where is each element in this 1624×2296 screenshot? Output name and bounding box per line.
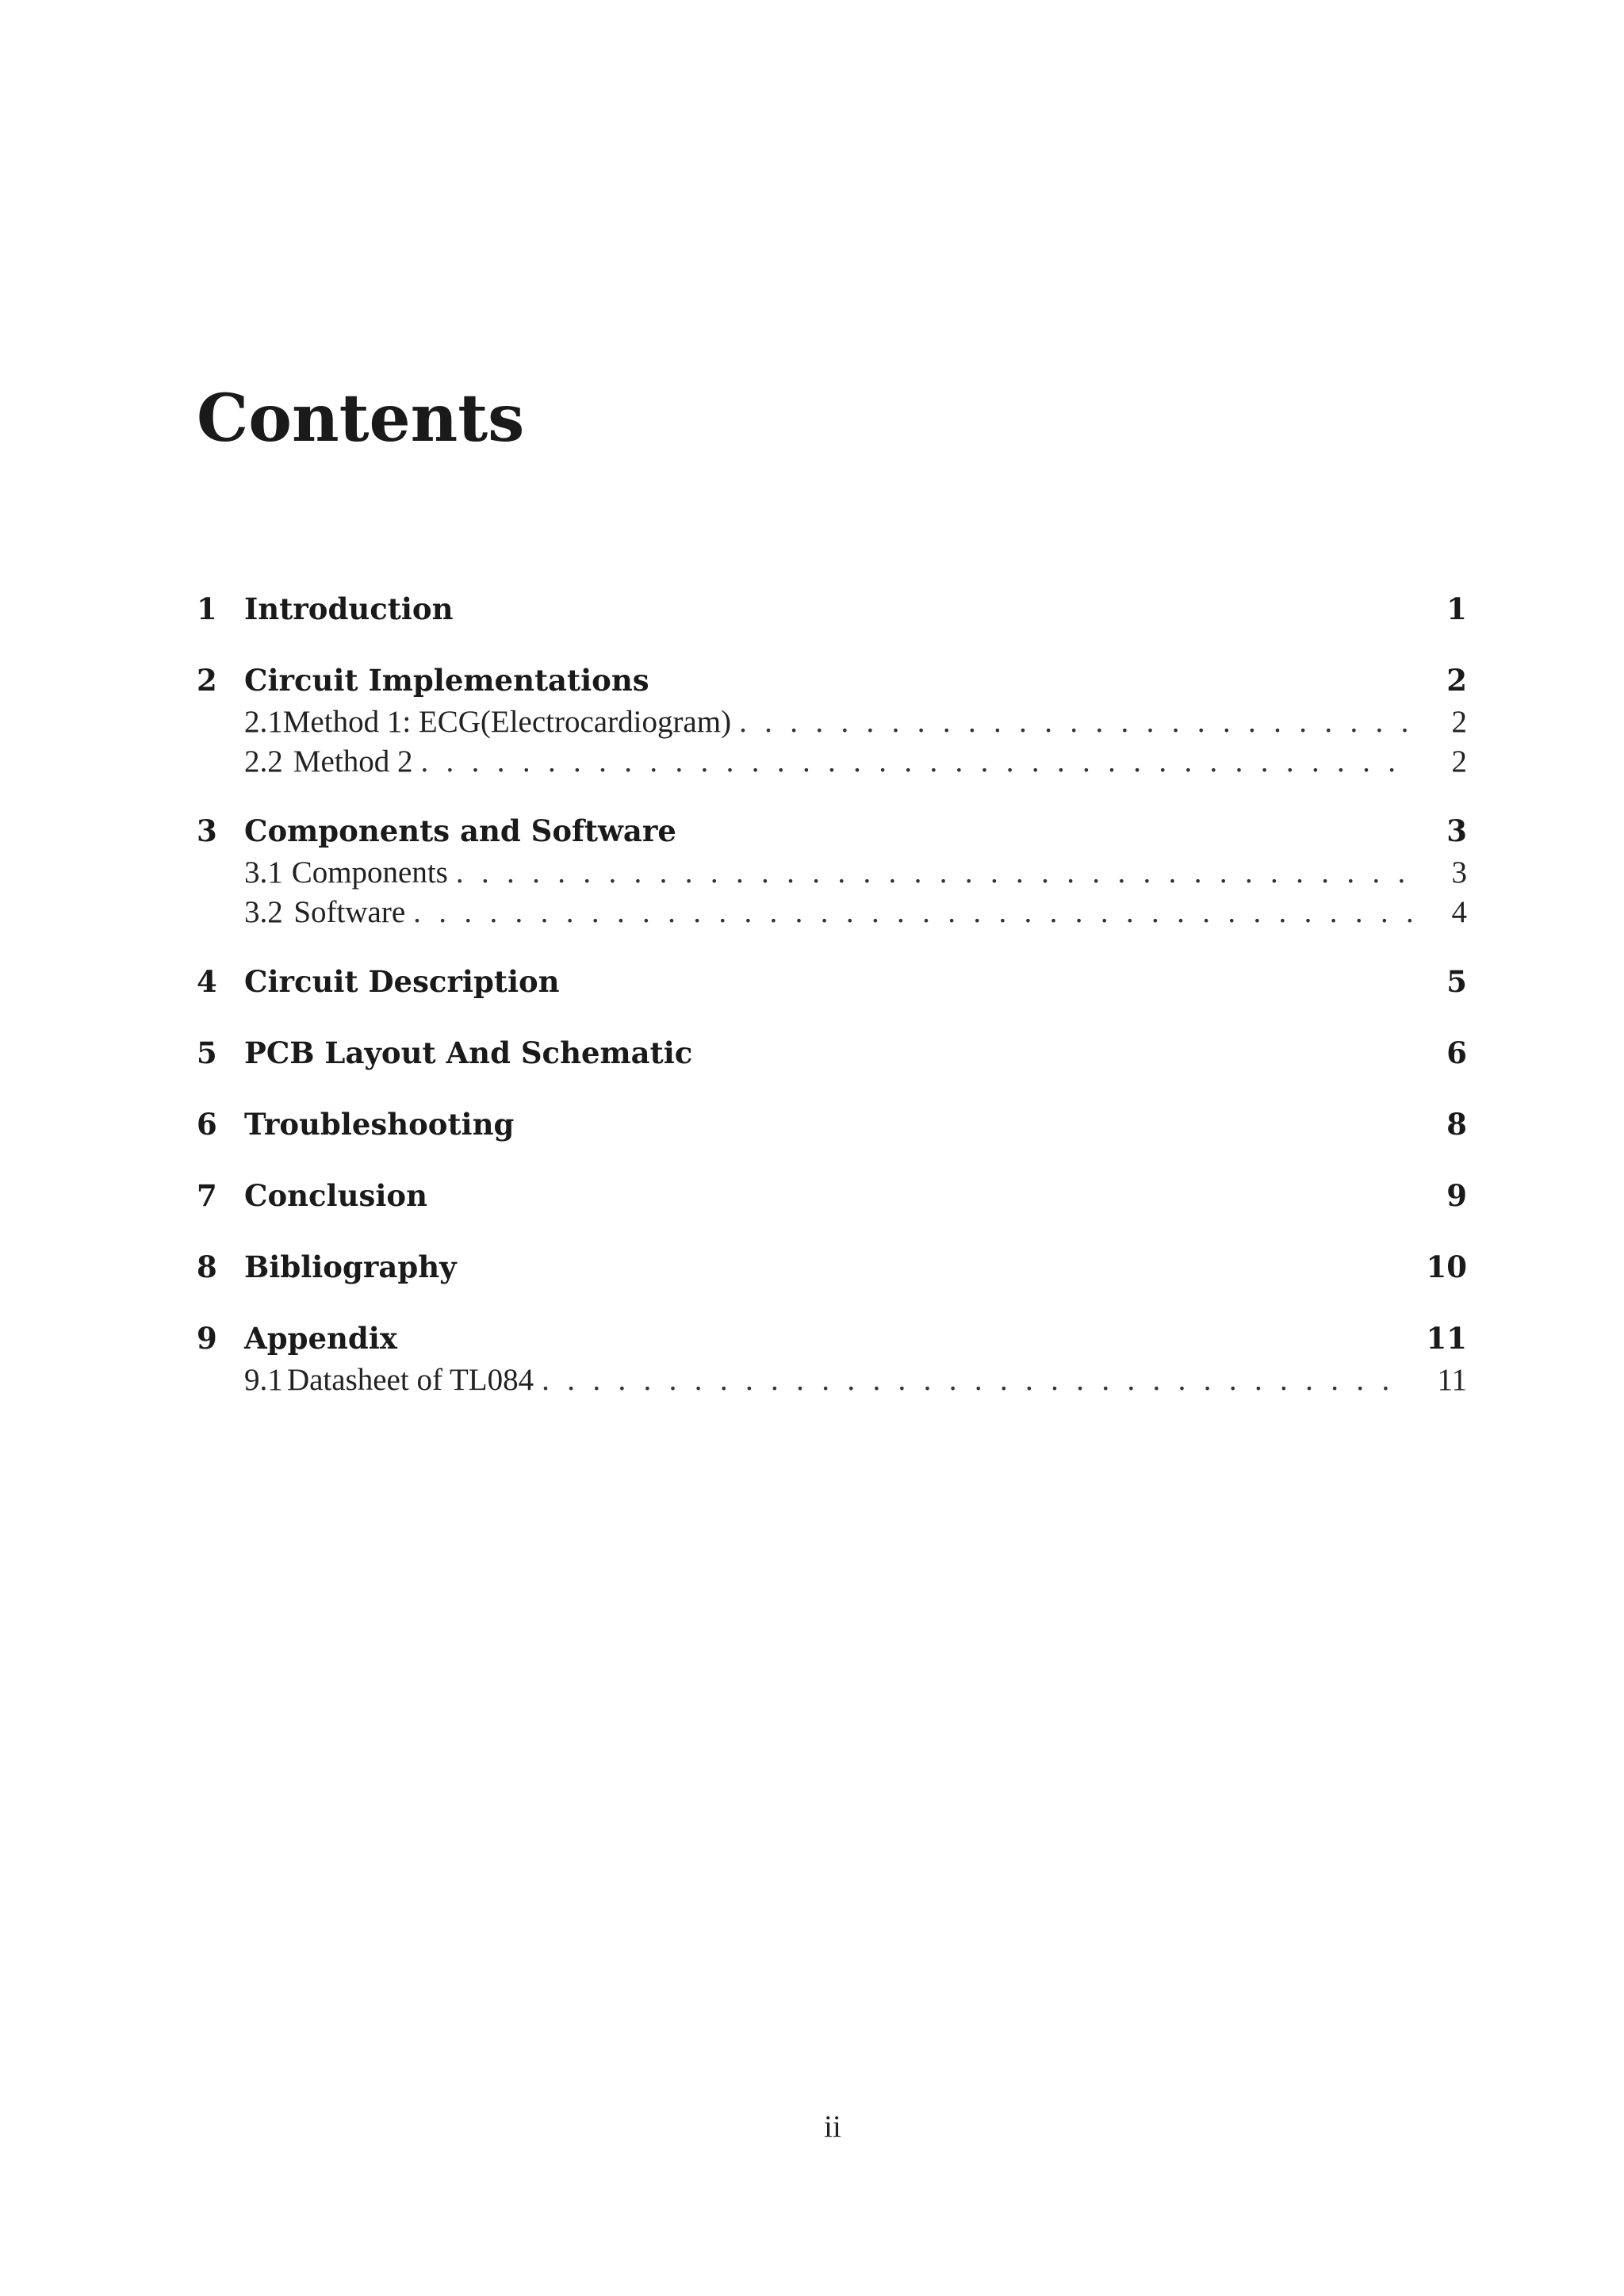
section-number: 9.1 [244, 1363, 283, 1397]
chapter-number: 5 [197, 1035, 217, 1070]
dot-leader [456, 853, 1411, 893]
section-title: Components [291, 855, 448, 890]
table-of-contents [197, 587, 1467, 1400]
chapter-title: PCB Layout And Schematic [244, 1035, 693, 1070]
chapter-page-number: 6 [1446, 1035, 1467, 1070]
chapter-number: 8 [197, 1249, 217, 1284]
section-page-number: 3 [1451, 855, 1467, 890]
chapter-title: Circuit Description [244, 964, 560, 999]
chapter-page-number: 8 [1446, 1107, 1467, 1142]
section-title: Software [293, 895, 406, 929]
toc-section-entry[interactable] [197, 893, 1467, 932]
chapter-page-number: 5 [1446, 964, 1467, 999]
chapter-number: 7 [197, 1178, 217, 1213]
toc-chapter-entry[interactable] [197, 1316, 1467, 1360]
page-title: Contents [197, 381, 525, 457]
section-number: 2.1 [244, 705, 283, 739]
section-page-number: 11 [1437, 1363, 1467, 1397]
toc-section-entry[interactable] [197, 742, 1467, 782]
section-title: Datasheet of TL084 [286, 1363, 534, 1397]
chapter-title: Conclusion [244, 1178, 427, 1213]
section-number: 2.2 [244, 744, 283, 779]
chapter-title: Appendix [244, 1321, 397, 1356]
section-page-number: 2 [1451, 705, 1467, 739]
chapter-page-number: 2 [1446, 663, 1467, 698]
toc-chapter-entry[interactable] [197, 1102, 1467, 1146]
chapter-number: 3 [197, 813, 217, 848]
dot-leader [420, 742, 1411, 782]
chapter-page-number: 11 [1426, 1321, 1467, 1356]
chapter-title: Components and Software [244, 813, 676, 848]
section-page-number: 4 [1451, 895, 1467, 929]
chapter-number: 2 [197, 663, 217, 698]
dot-leader [739, 702, 1411, 742]
chapter-page-number: 10 [1426, 1249, 1467, 1284]
chapter-number: 4 [197, 964, 217, 999]
section-number: 3.1 [244, 855, 283, 890]
toc-section-entry[interactable] [197, 853, 1467, 893]
chapter-title: Troubleshooting [244, 1107, 515, 1142]
toc-chapter-entry[interactable] [197, 959, 1467, 1004]
chapter-page-number: 3 [1446, 813, 1467, 848]
page-number: ii [824, 2110, 841, 2144]
section-page-number: 2 [1451, 744, 1467, 779]
toc-chapter-entry[interactable] [197, 587, 1467, 631]
chapter-title: Introduction [244, 591, 454, 626]
chapter-title: Bibliography [244, 1249, 457, 1284]
toc-section-entry[interactable] [197, 1360, 1467, 1400]
toc-chapter-entry[interactable] [197, 658, 1467, 702]
chapter-number: 6 [197, 1107, 217, 1142]
section-number: 3.2 [244, 895, 283, 929]
toc-section-entry[interactable] [197, 702, 1467, 742]
chapter-number: 1 [197, 591, 217, 626]
toc-chapter-entry[interactable] [197, 809, 1467, 853]
section-title: Method 2 [293, 744, 413, 779]
chapter-page-number: 1 [1446, 591, 1467, 626]
toc-chapter-entry[interactable] [197, 1173, 1467, 1218]
chapter-title: Circuit Implementations [244, 663, 649, 698]
section-title: Method 1: ECG(Electrocardiogram) [282, 705, 732, 739]
dot-leader [413, 893, 1411, 932]
chapter-number: 9 [197, 1321, 217, 1356]
dot-leader [542, 1360, 1405, 1400]
toc-chapter-entry[interactable] [197, 1245, 1467, 1289]
chapter-page-number: 9 [1446, 1178, 1467, 1213]
toc-chapter-entry[interactable] [197, 1031, 1467, 1075]
